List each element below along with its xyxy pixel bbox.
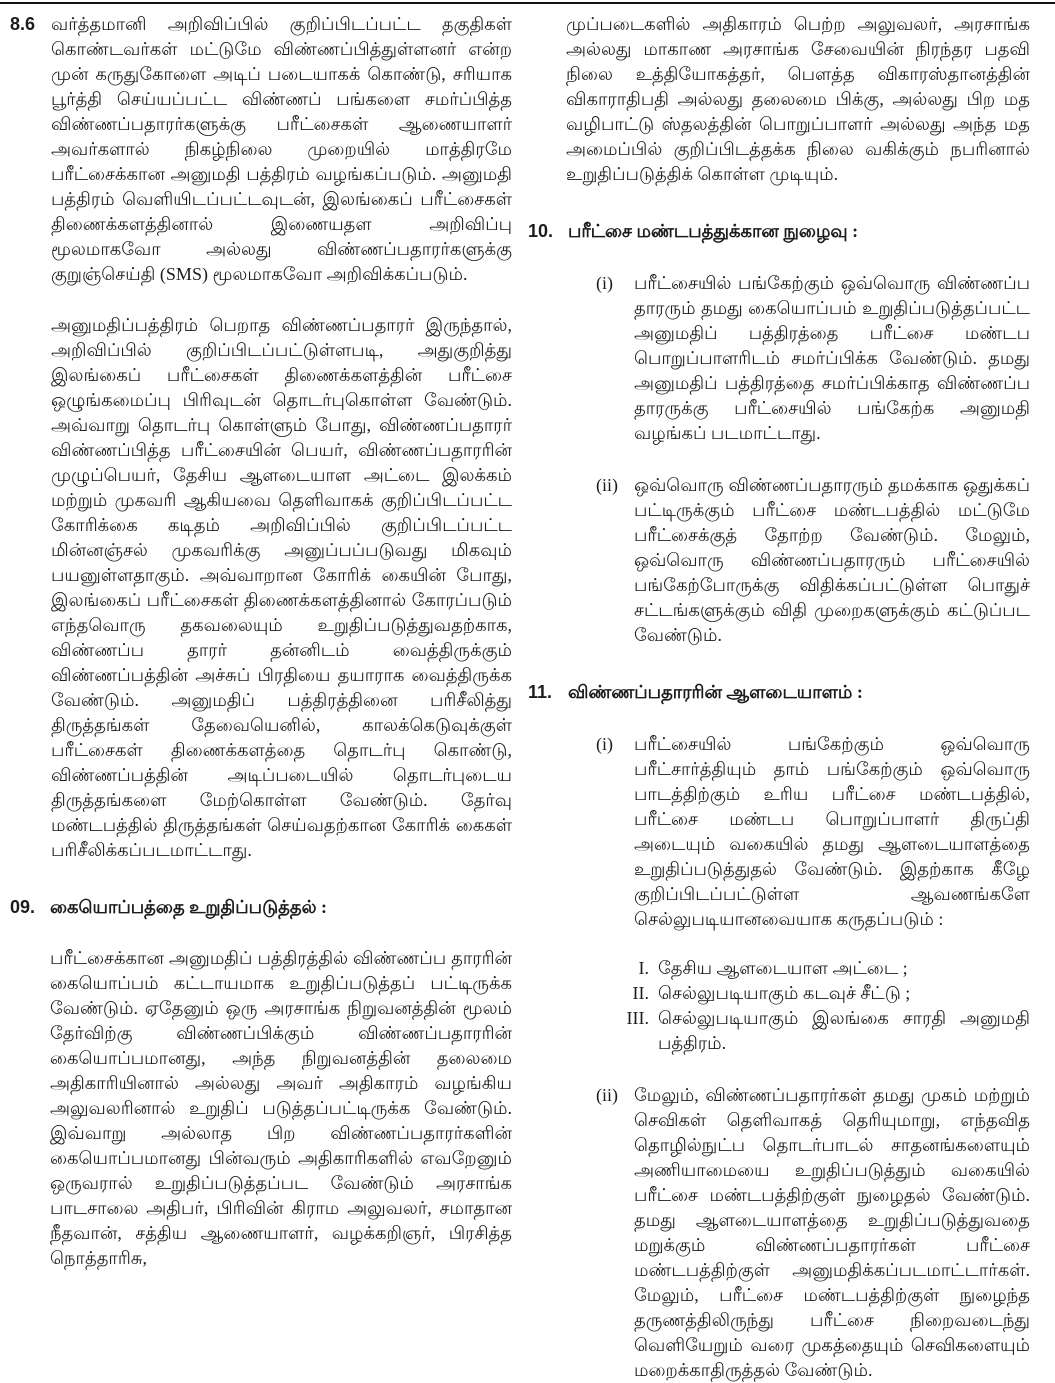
section-09-number: 09.	[10, 897, 36, 917]
section-11-item-i-marker: (i)	[596, 734, 613, 754]
section-10-heading	[528, 219, 1030, 244]
section-11-item-ii	[596, 1083, 1030, 1383]
section-10-number: 10.	[528, 221, 554, 241]
section-09-title: கையொப்பத்தை உறுதிப்படுத்தல் :	[50, 897, 328, 917]
section-09-continuation-paragraph: முப்படைகளில் அதிகாரம் பெற்ற அலுவலர், அரசாங்க அல்லது மாகாண அரசாங்க சேவையின் நிரந்தர பதவி நிலை உத்தியோகத்தர், பௌத்த விகாரஸ்தானத்தின் விகாராதிபதி அல்லது தலைமை பிக்கு, அல்லது பிற மத வழிபாட்டு ஸ்தலத்தின் பொறுப்பாளர் அல்லது அந்த மத அமைப்பில் குறிப்பிடத்தக்க நிலை வகிக்கும் நபரினால் உறுதிப்படுத்திக் கொள்ள முடியும்.	[566, 14, 1030, 184]
section-11-number: 11.	[528, 682, 553, 702]
section-09-paragraph: பரீட்சைக்கான அனுமதிப் பத்திரத்தில் விண்ணப்ப தாரரின் கையொப்பம் கட்டாயமாக உறுதிப்படுத்தப் பட்டிருக்க வேண்டும். ஏதேனும் ஒரு அரசாங்க நிறுவனத்தின் மூலம் தேர்விற்கு விண்ணப்பிக்கும் விண்ணப்பதாரரின் கையொப்பமானது, அந்த நிறுவனத்தின் தலைமை அதிகாரியினால் அல்லது அவர் அதிகாரம் வழங்கிய அலுவலரினால் உறுதிப் படுத்தப்பட்டிருக்க வேண்டும். இவ்வாறு அல்லாத பிற விண்ணப்பதாரர்களின் கையொப்பமானது பின்வரும் அதிகாரிகளில் எவறேனும் ஒருவரால் உறுதிப்படுத்தப்பட வேண்டும் அரசாங்க பாடசாலை அதிபர், பிரிவின் கிராம அலுவலர், சமாதான நீதவான், சத்திய ஆணையாளர், வழக்கறிஞர், பிரசித்த நொத்தாரிசு,	[50, 948, 512, 1268]
clause-8-6-number: 8.6	[10, 14, 36, 34]
clause-8-6	[10, 12, 512, 287]
valid-documents-list	[626, 956, 1030, 1056]
section-11-item-i	[596, 732, 1030, 932]
valid-document-item-3-text: செல்லுபடியாகும் இலங்கை சாரதி அனுமதி பத்திரம்.	[658, 1008, 1030, 1053]
section-10-item-ii	[596, 473, 1030, 648]
valid-document-item-1-marker: I.	[638, 958, 649, 978]
clause-8-6-paragraph-1: வர்த்தமானி அறிவிப்பில் குறிப்பிடப்பட்ட தகுதிகள் கொண்டவர்கள் மட்டுமே விண்ணப்பித்துள்ளனர் என்ற முன் கருதுகோளை அடிப் படையாகக் கொண்டு, சரியாக பூர்த்தி செய்யப்பட்ட விண்ணப் பங்களை சமர்ப்பித்த விண்ணப்பதாரர்களுக்கு பரீட்சைகள் ஆணையாளர் அவர்களால் நிகழ்நிலை முறையில் மாத்திரமே பரீட்சைக்கான அனுமதி பத்திரம் வழங்கப்படும். அனுமதி பத்திரம் வெளியிடப்பட்டவுடன், இலங்கைப் பரீட்சைகள் திணைக்களத்தினால் இணையதள அறிவிப்பு மூலமாகவோ அல்லது விண்ணப்பதாரர்களுக்கு குறுஞ்செய்தி (SMS) மூலமாகவோ அறிவிக்கப்படும்.	[51, 14, 512, 284]
section-10-item-i-text: பரீட்சையில் பங்கேற்கும் ஒவ்வொரு விண்ணப்ப தாரரும் தமது கையொப்பம் உறுதிப்படுத்தப்பட்ட அனுமதிப் பத்திரத்தை பரீட்சை மண்டப பொறுப்பாளரிடம் சமர்ப்பிக்க வேண்டும். தமது அனுமதிப் பத்திரத்தை சமர்ப்பிக்காத விண்ணப்ப தாரருக்கு பரீட்சையில் பங்கேற்க அனுமதி வழங்கப் படமாட்டாது.	[634, 273, 1030, 443]
right-column	[528, 12, 1030, 1383]
section-10-item-ii-text: ஒவ்வொரு விண்ணப்பதாரரும் தமக்காக ஒதுக்கப் பட்டிருக்கும் பரீட்சை மண்டபத்தில் மட்டுமே பரீட்சைக்குத் தோற்ற வேண்டும். மேலும், ஒவ்வொரு விண்ணப்பதாரரும் பரீட்சையில் பங்கேற்போருக்கு விதிக்கப்பட்டுள்ள பொதுச் சட்டங்களுக்கும் விதி முறைகளுக்கும் கட்டுப்பட வேண்டும்.	[634, 475, 1030, 645]
valid-document-item-3-marker: III.	[626, 1008, 649, 1028]
section-10-item-i	[596, 271, 1030, 446]
valid-document-item-2-marker: II.	[632, 983, 649, 1003]
section-10-item-i-marker: (i)	[596, 273, 613, 293]
valid-document-item-2	[626, 981, 1030, 1006]
clause-8-6-paragraph-2: அனுமதிப்பத்திரம் பெறாத விண்ணப்பதாரர் இருந்தால், அறிவிப்பில் குறிப்பிடப்பட்டுள்ளபடி, அதுகுறித்து இலங்கைப் பரீட்சைகள் திணைக்களத்தின் பரீட்சை ஒழுங்கமைப்பு பிரிவுடன் தொடர்புகொள்ள வேண்டும். அவ்வாறு தொடர்பு கொள்ளும் போது, விண்ணப்பதாரர் விண்ணப்பித்த பரீட்சையின் பெயர், விண்ணப்பதாரரின் முழுப்பெயர், தேசிய ஆளடையாள அட்டை இலக்கம் மற்றும் முகவரி ஆகியவை தெளிவாகக் குறிப்பிடப்பட்ட கோரிக்கை கடிதம் அறிவிப்பில் குறிப்பிடப்பட்ட மின்னஞ்சல் முகவரிக்கு அனுப்பப்படுவது மிகவும் பயனுள்ளதாகும். அவ்வாறான கோரிக் கையின் போது, இலங்கைப் பரீட்சைகள் திணைக்களத்தினால் கோரப்படும் எந்தவொரு தகவலையும் உறுதிப்படுத்துவதற்காக, விண்ணப்ப தாரர் தன்னிடம் வைத்திருக்கும் விண்ணப்பத்தின் அச்சுப் பிரதியை தயாராக வைத்திருக்க வேண்டும். அனுமதிப் பத்திரத்தினை பரிசீலித்து திருத்தங்கள் தேவையெனில், காலக்கெடுவுக்குள் பரீட்சைகள் திணைக்களத்தை தொடர்பு கொண்டு, விண்ணப்பத்தின் அடிப்படையில் தொடர்புடைய திருத்தங்களை மேற்கொள்ள வேண்டும். தேர்வு மண்டபத்தில் திருத்தங்கள் செய்வதற்கான கோரிக் கைகள் பரிசீலிக்கப்படமாட்டாது.	[51, 315, 512, 860]
section-10-item-ii-marker: (ii)	[596, 475, 618, 495]
section-11-item-ii-text: மேலும், விண்ணப்பதாரர்கள் தமது முகம் மற்றும் செவிகள் தெளிவாகத் தெரியுமாறு, எந்தவித தொழில்நுட்ப தொடர்பாடல் சாதனங்களையும் அணியாமையை உறுதிப்படுத்தும் வகையில் பரீட்சை மண்டபத்திற்குள் நுழைதல் வேண்டும். தமது ஆளடையாளத்தை உறுதிப்படுத்துவதை மறுக்கும் விண்ணப்பதாரர்கள் பரீட்சை மண்டபத்திற்குள் அனுமதிக்கப்படமாட்டார்கள். மேலும், பரீட்சை மண்டபத்திற்குள் நுழைந்த தருணத்திலிருந்து பரீட்சை நிறைவடைந்து வெளியேறும் வரை முகத்தையும் செவிகளையும் மறைக்காதிருத்தல் வேண்டும்.	[634, 1085, 1030, 1380]
valid-document-item-3	[626, 1006, 1030, 1056]
section-10-title: பரீட்சை மண்டபத்துக்கான நுழைவு :	[568, 221, 859, 241]
section-11-item-ii-marker: (ii)	[596, 1085, 618, 1105]
two-column-layout	[10, 12, 1030, 1383]
section-09-heading	[10, 895, 512, 920]
valid-document-item-1	[626, 956, 1030, 981]
section-11-heading	[528, 680, 1030, 705]
valid-document-item-1-text: தேசிய ஆளடையாள அட்டை ;	[658, 958, 908, 978]
left-column	[10, 12, 512, 1383]
section-11-item-i-text: பரீட்சையில் பங்கேற்கும் ஒவ்வொரு பரீட்சார்த்தியும் தாம் பங்கேற்கும் ஒவ்வொரு பாடத்திற்கும் உரிய பரீட்சை மண்டபத்தில், பரீட்சை மண்டப பொறுப்பாளர் திருப்தி அடையும் வகையில் தமது ஆளடையாளத்தை உறுதிப்படுத்துதல் வேண்டும். இதற்காக கீழே குறிப்பிடப்பட்டுள்ள ஆவணங்களே செல்லுபடியானவையாக கருதப்படும் :	[634, 734, 1030, 929]
section-11-title: விண்ணப்பதாரரின் ஆளடையாளம் :	[568, 682, 863, 702]
valid-document-item-2-text: செல்லுபடியாகும் கடவுச் சீட்டு ;	[658, 983, 911, 1003]
page-top-rule	[0, 2, 1055, 4]
